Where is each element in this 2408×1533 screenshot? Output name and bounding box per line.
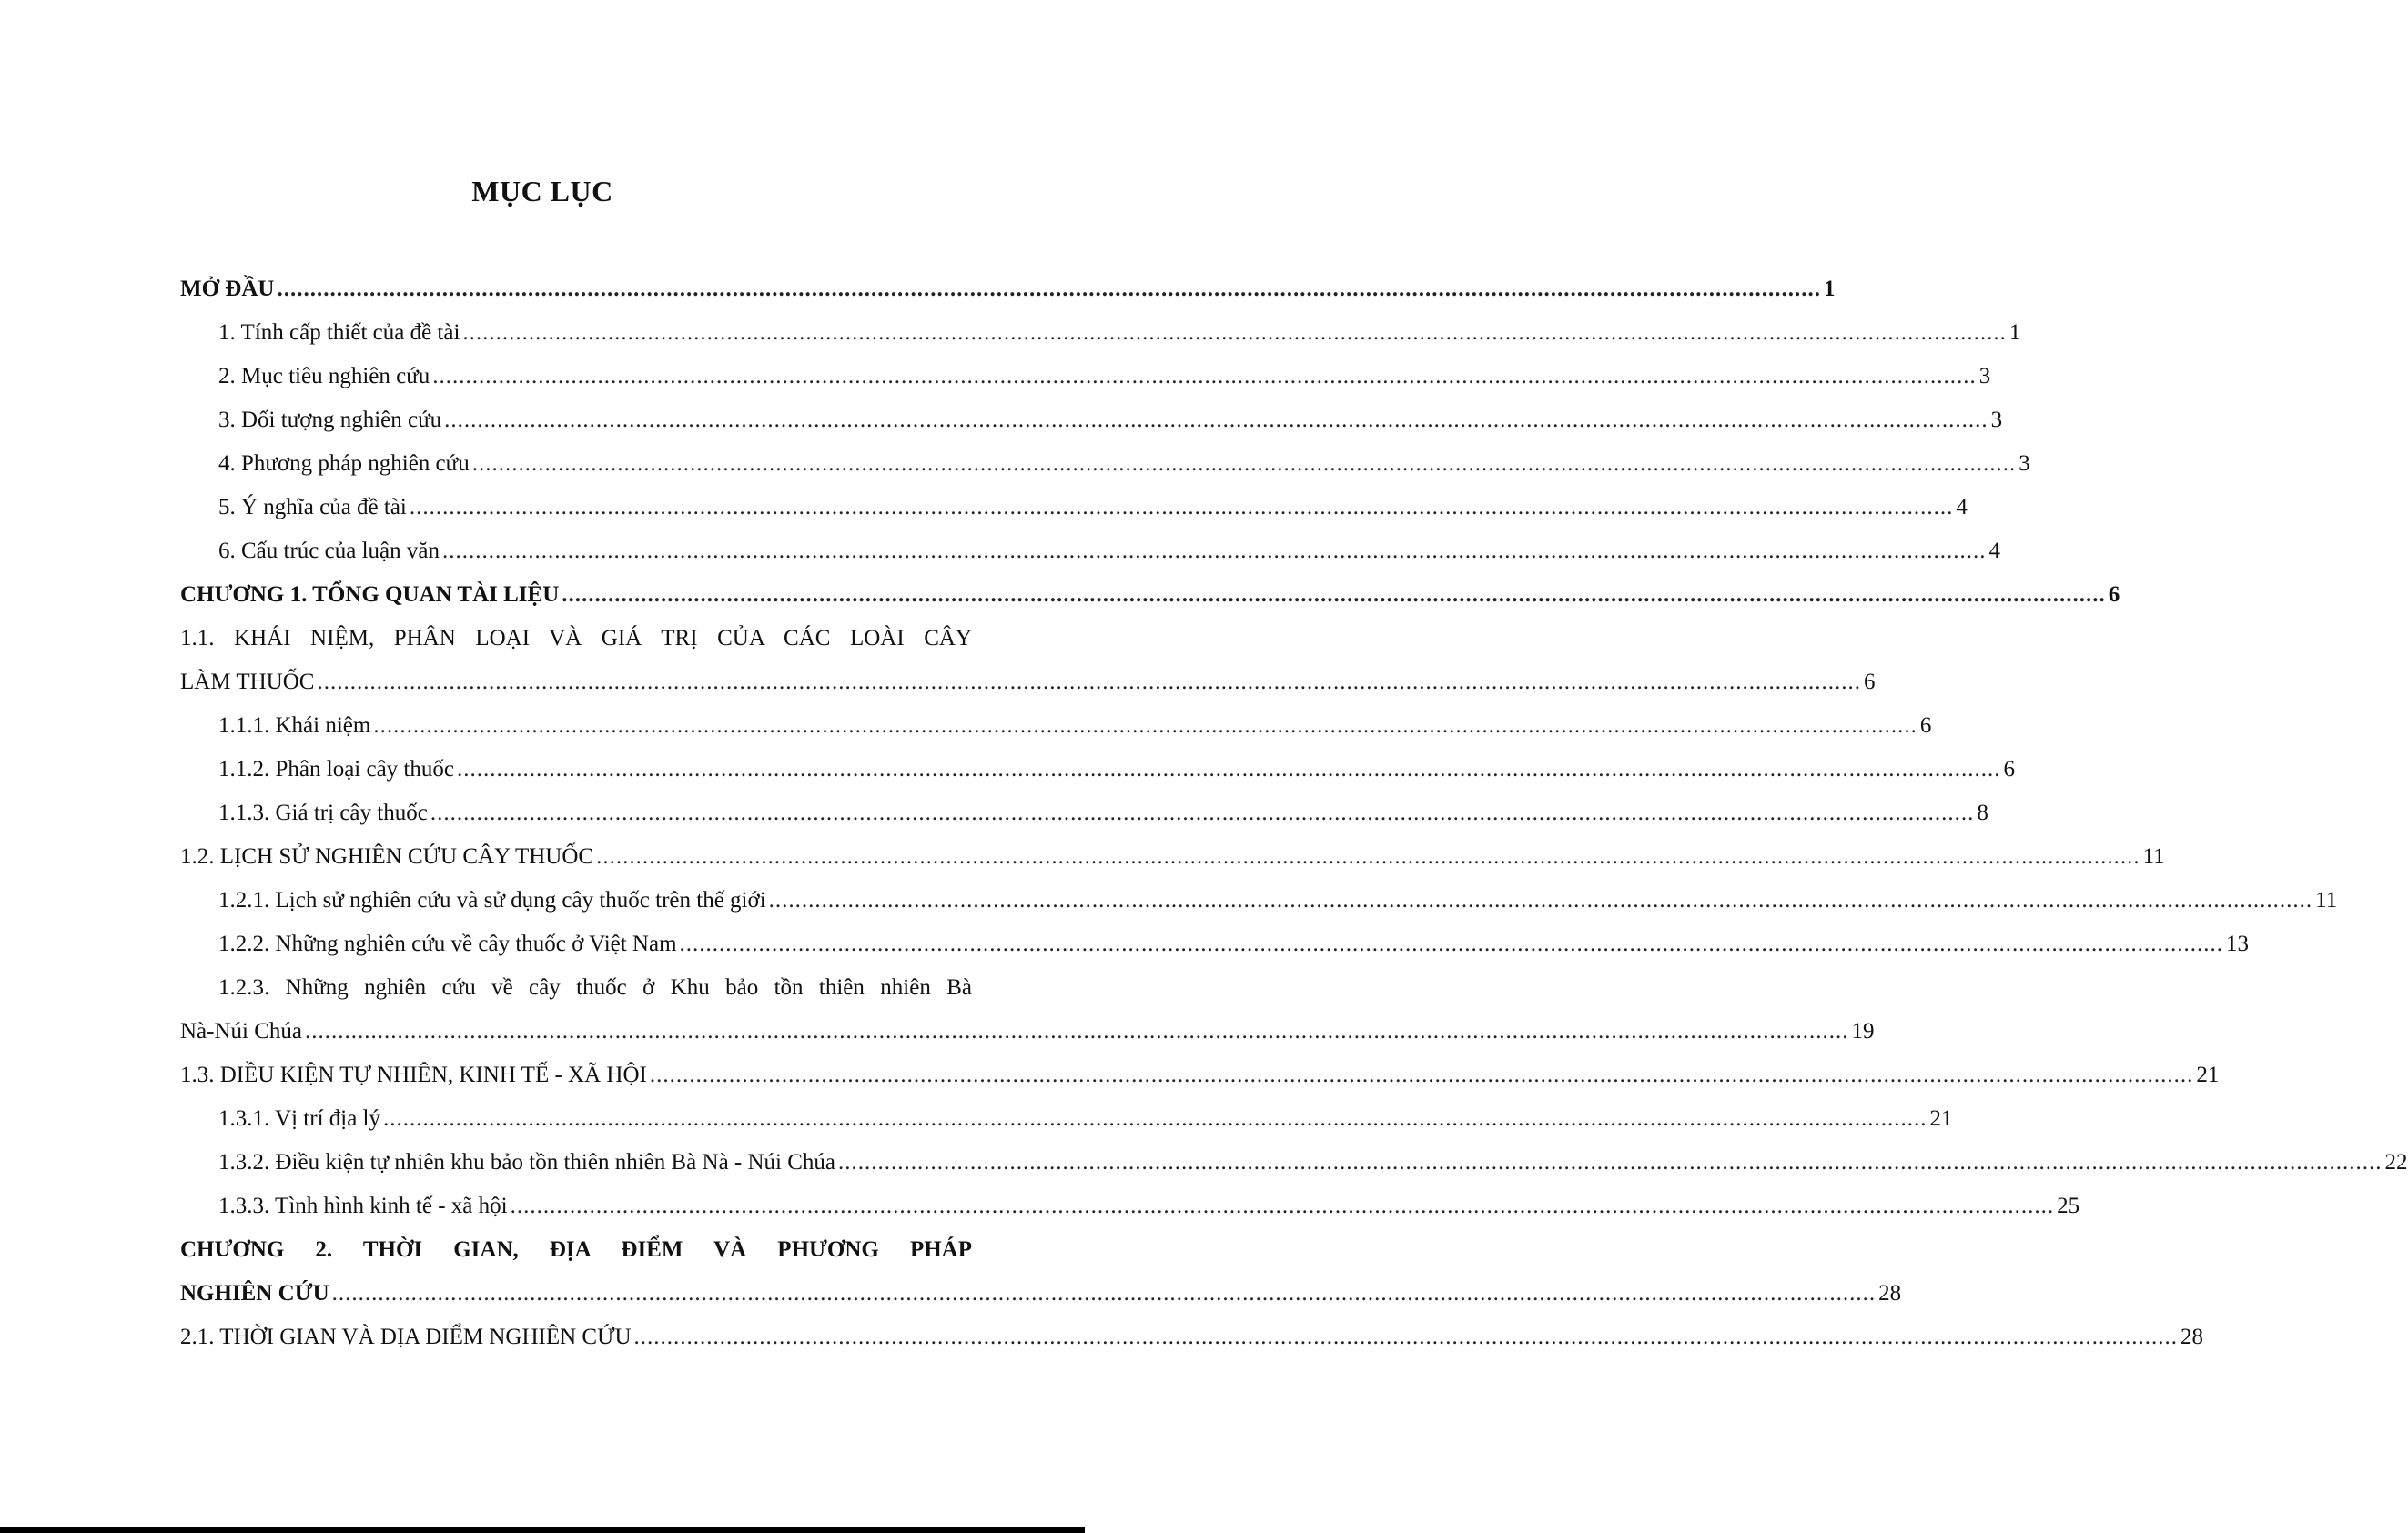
toc-entry-page: 3 xyxy=(1978,364,1991,388)
toc-entry-chapter-1[interactable] xyxy=(180,573,2120,617)
toc-entry-text: 1.2. LỊCH SỬ NGHIÊN CỨU CÂY THUỐC xyxy=(180,844,594,869)
toc-entry-text-line2: Nà-Núi Chúa xyxy=(180,1019,302,1044)
toc-entry-page: 22 xyxy=(2384,1150,2408,1175)
toc-entry-text-line1: CHƯƠNG 2. THỜI GIAN, ĐỊA ĐIỂM VÀ PHƯƠNG PHÁP xyxy=(180,1237,972,1262)
toc-entry-1-1-2[interactable] xyxy=(180,748,2015,792)
toc-entry-text: 5. Ý nghĩa của đề tài xyxy=(218,495,407,519)
toc-entry-page: 3 xyxy=(2018,451,2030,476)
toc-entry-1-2[interactable] xyxy=(180,835,2165,879)
toc-entry-text: 2.1. THỜI GIAN VÀ ĐỊA ĐIỂM NGHIÊN CỨU xyxy=(180,1325,632,1349)
toc-entry-page: 28 xyxy=(1878,1281,1902,1306)
toc-entry-text: 1.3.1. Vị trí địa lý xyxy=(218,1106,381,1131)
dot-leader: .......................................................................................................................................................................................................................................... xyxy=(305,1019,1849,1044)
dot-leader: .......................................................................................................................................................................................................................................... xyxy=(373,713,1917,738)
toc-entry-1-3-3[interactable] xyxy=(180,1185,2080,1228)
toc-entry-page: 6 xyxy=(1919,713,1932,738)
toc-entry-continuation xyxy=(180,1010,1875,1054)
toc-entry-1-2-3[interactable] xyxy=(180,966,1875,1054)
dot-leader: .......................................................................................................................................................................................................................................... xyxy=(649,1063,2194,1087)
toc-entry-text: 2. Mục tiêu nghiên cứu xyxy=(218,364,430,388)
toc-entry-page: 28 xyxy=(2180,1325,2204,1349)
toc-entry-mo-dau[interactable] xyxy=(180,267,1836,311)
toc-entry-1-1-3[interactable] xyxy=(180,792,1988,835)
toc-entry-text: 1.1.1. Khái niệm xyxy=(218,713,371,738)
toc-entry-text: 6. Cấu trúc của luận văn xyxy=(218,539,440,563)
toc-entry-5[interactable] xyxy=(180,486,1968,529)
toc-entry-page: 11 xyxy=(2142,844,2165,869)
toc-entry-text: 1.2.2. Những nghiên cứu về cây thuốc ở Việt Nam xyxy=(218,932,677,956)
dot-leader: .......................................................................................................................................................................................................................................... xyxy=(441,539,1987,563)
dot-leader: .......................................................................................................................................................................................................................................... xyxy=(510,1194,2055,1218)
dot-leader: .......................................................................................................................................................................................................................................... xyxy=(444,408,1988,432)
toc-entry-1-3-1[interactable] xyxy=(180,1097,1953,1141)
toc-entry-text: 3. Đối tượng nghiên cứu xyxy=(218,408,442,432)
toc-entry-page: 11 xyxy=(2315,888,2338,913)
page-title: MỤC LỤC xyxy=(471,175,613,207)
toc-entry-text-line1: 1.2.3. Những nghiên cứu về cây thuốc ở Khu bảo tồn thiên nhiên Bà xyxy=(218,975,972,1000)
toc-entry-3[interactable] xyxy=(180,398,2003,442)
dot-leader: .......................................................................................................................................................................................................................................... xyxy=(838,1150,2383,1175)
dot-leader: .......................................................................................................................................................................................................................................... xyxy=(331,1281,1877,1306)
toc-entry-page: 21 xyxy=(2196,1063,2220,1087)
toc-entry-text-line2: NGHIÊN CỨU xyxy=(180,1281,329,1306)
dot-leader: .......................................................................................................................................................................................................................................... xyxy=(383,1106,1927,1131)
dot-leader: .......................................................................................................................................................................................................................................... xyxy=(277,277,1821,301)
toc-entry-1[interactable] xyxy=(180,311,2021,355)
dot-leader: .......................................................................................................................................................................................................................................... xyxy=(317,670,1861,694)
toc-entry-page: 4 xyxy=(1988,539,2000,563)
toc-entry-text: 1.3.3. Tình hình kinh tế - xã hội xyxy=(218,1194,508,1218)
toc-entry-page: 6 xyxy=(2108,582,2120,607)
toc-entry-page: 1 xyxy=(1823,277,1836,301)
toc-entry-1-3[interactable] xyxy=(180,1054,2220,1097)
toc-entry-text: 1.1.3. Giá trị cây thuốc xyxy=(218,801,428,825)
toc-entry-text: 1.3.2. Điều kiện tự nhiên khu bảo tồn thiên nhiên Bà Nà - Núi Chúa xyxy=(218,1150,836,1175)
toc-entry-text: 1. Tính cấp thiết của đề tài xyxy=(218,320,460,345)
toc-entry-text: CHƯƠNG 1. TỔNG QUAN TÀI LIỆU xyxy=(180,582,560,607)
toc-entry-page: 6 xyxy=(2003,757,2015,782)
dot-leader: .......................................................................................................................................................................................................................................... xyxy=(409,495,1954,519)
toc-entry-4[interactable] xyxy=(180,442,2030,486)
toc-entry-text: MỞ ĐẦU xyxy=(180,277,275,301)
toc-entry-6[interactable] xyxy=(180,529,2000,573)
toc-entry-page: 21 xyxy=(1929,1106,1953,1131)
toc-entry-1-1-1[interactable] xyxy=(180,704,1932,748)
toc-entry-2[interactable] xyxy=(180,355,1991,398)
dot-leader: .......................................................................................................................................................................................................................................... xyxy=(462,320,2007,345)
toc-entry-continuation xyxy=(180,1272,1902,1316)
toc-entry-chapter-2[interactable] xyxy=(180,1228,1902,1316)
toc-entry-page: 3 xyxy=(1990,408,2003,432)
toc-entry-page: 6 xyxy=(1863,670,1876,694)
toc-entry-text: 1.2.1. Lịch sử nghiên cứu và sử dụng cây thuốc trên thế giới xyxy=(218,888,766,913)
toc-entry-1-2-2[interactable] xyxy=(180,923,2250,966)
dot-leader: .......................................................................................................................................................................................................................................... xyxy=(471,451,2017,476)
table-of-contents xyxy=(180,267,2408,1359)
toc-entry-1-2-1[interactable] xyxy=(180,879,2338,923)
toc-entry-page: 1 xyxy=(2008,320,2021,345)
dot-leader: .......................................................................................................................................................................................................................................... xyxy=(456,757,2001,782)
dot-leader: .......................................................................................................................................................................................................................................... xyxy=(679,932,2224,956)
dot-leader: .......................................................................................................................................................................................................................................... xyxy=(432,364,1977,388)
toc-entry-1-3-2[interactable] xyxy=(180,1141,2408,1185)
toc-entry-text: 1.1.2. Phân loại cây thuốc xyxy=(218,757,454,782)
toc-entry-page: 25 xyxy=(2057,1194,2080,1218)
toc-entry-page: 19 xyxy=(1851,1019,1875,1044)
toc-entry-continuation xyxy=(180,661,1876,704)
toc-entry-text-line1: 1.1. KHÁI NIỆM, PHÂN LOẠI VÀ GIÁ TRỊ CỦA CÁC LOÀI CÂY xyxy=(180,626,972,651)
dot-leader: .......................................................................................................................................................................................................................................... xyxy=(430,801,1975,825)
toc-entry-page: 13 xyxy=(2226,932,2250,956)
dot-leader: .......................................................................................................................................................................................................................................... xyxy=(562,582,2106,607)
toc-entry-text: 4. Phương pháp nghiên cứu xyxy=(218,451,470,476)
dot-leader: .......................................................................................................................................................................................................................................... xyxy=(633,1325,2179,1349)
toc-entry-2-1[interactable] xyxy=(180,1316,2204,1359)
toc-entry-page: 8 xyxy=(1977,801,1988,825)
toc-entry-text: 1.3. ĐIỀU KIỆN TỰ NHIÊN, KINH TẾ - XÃ HỘI xyxy=(180,1063,647,1087)
toc-entry-1-1[interactable] xyxy=(180,617,1876,704)
toc-entry-text-line2: LÀM THUỐC xyxy=(180,670,315,694)
toc-entry-page: 4 xyxy=(1956,495,1968,519)
dot-leader: .......................................................................................................................................................................................................................................... xyxy=(596,844,2140,869)
scan-bottom-edge xyxy=(0,1527,1085,1533)
dot-leader: .......................................................................................................................................................................................................................................... xyxy=(768,888,2313,913)
